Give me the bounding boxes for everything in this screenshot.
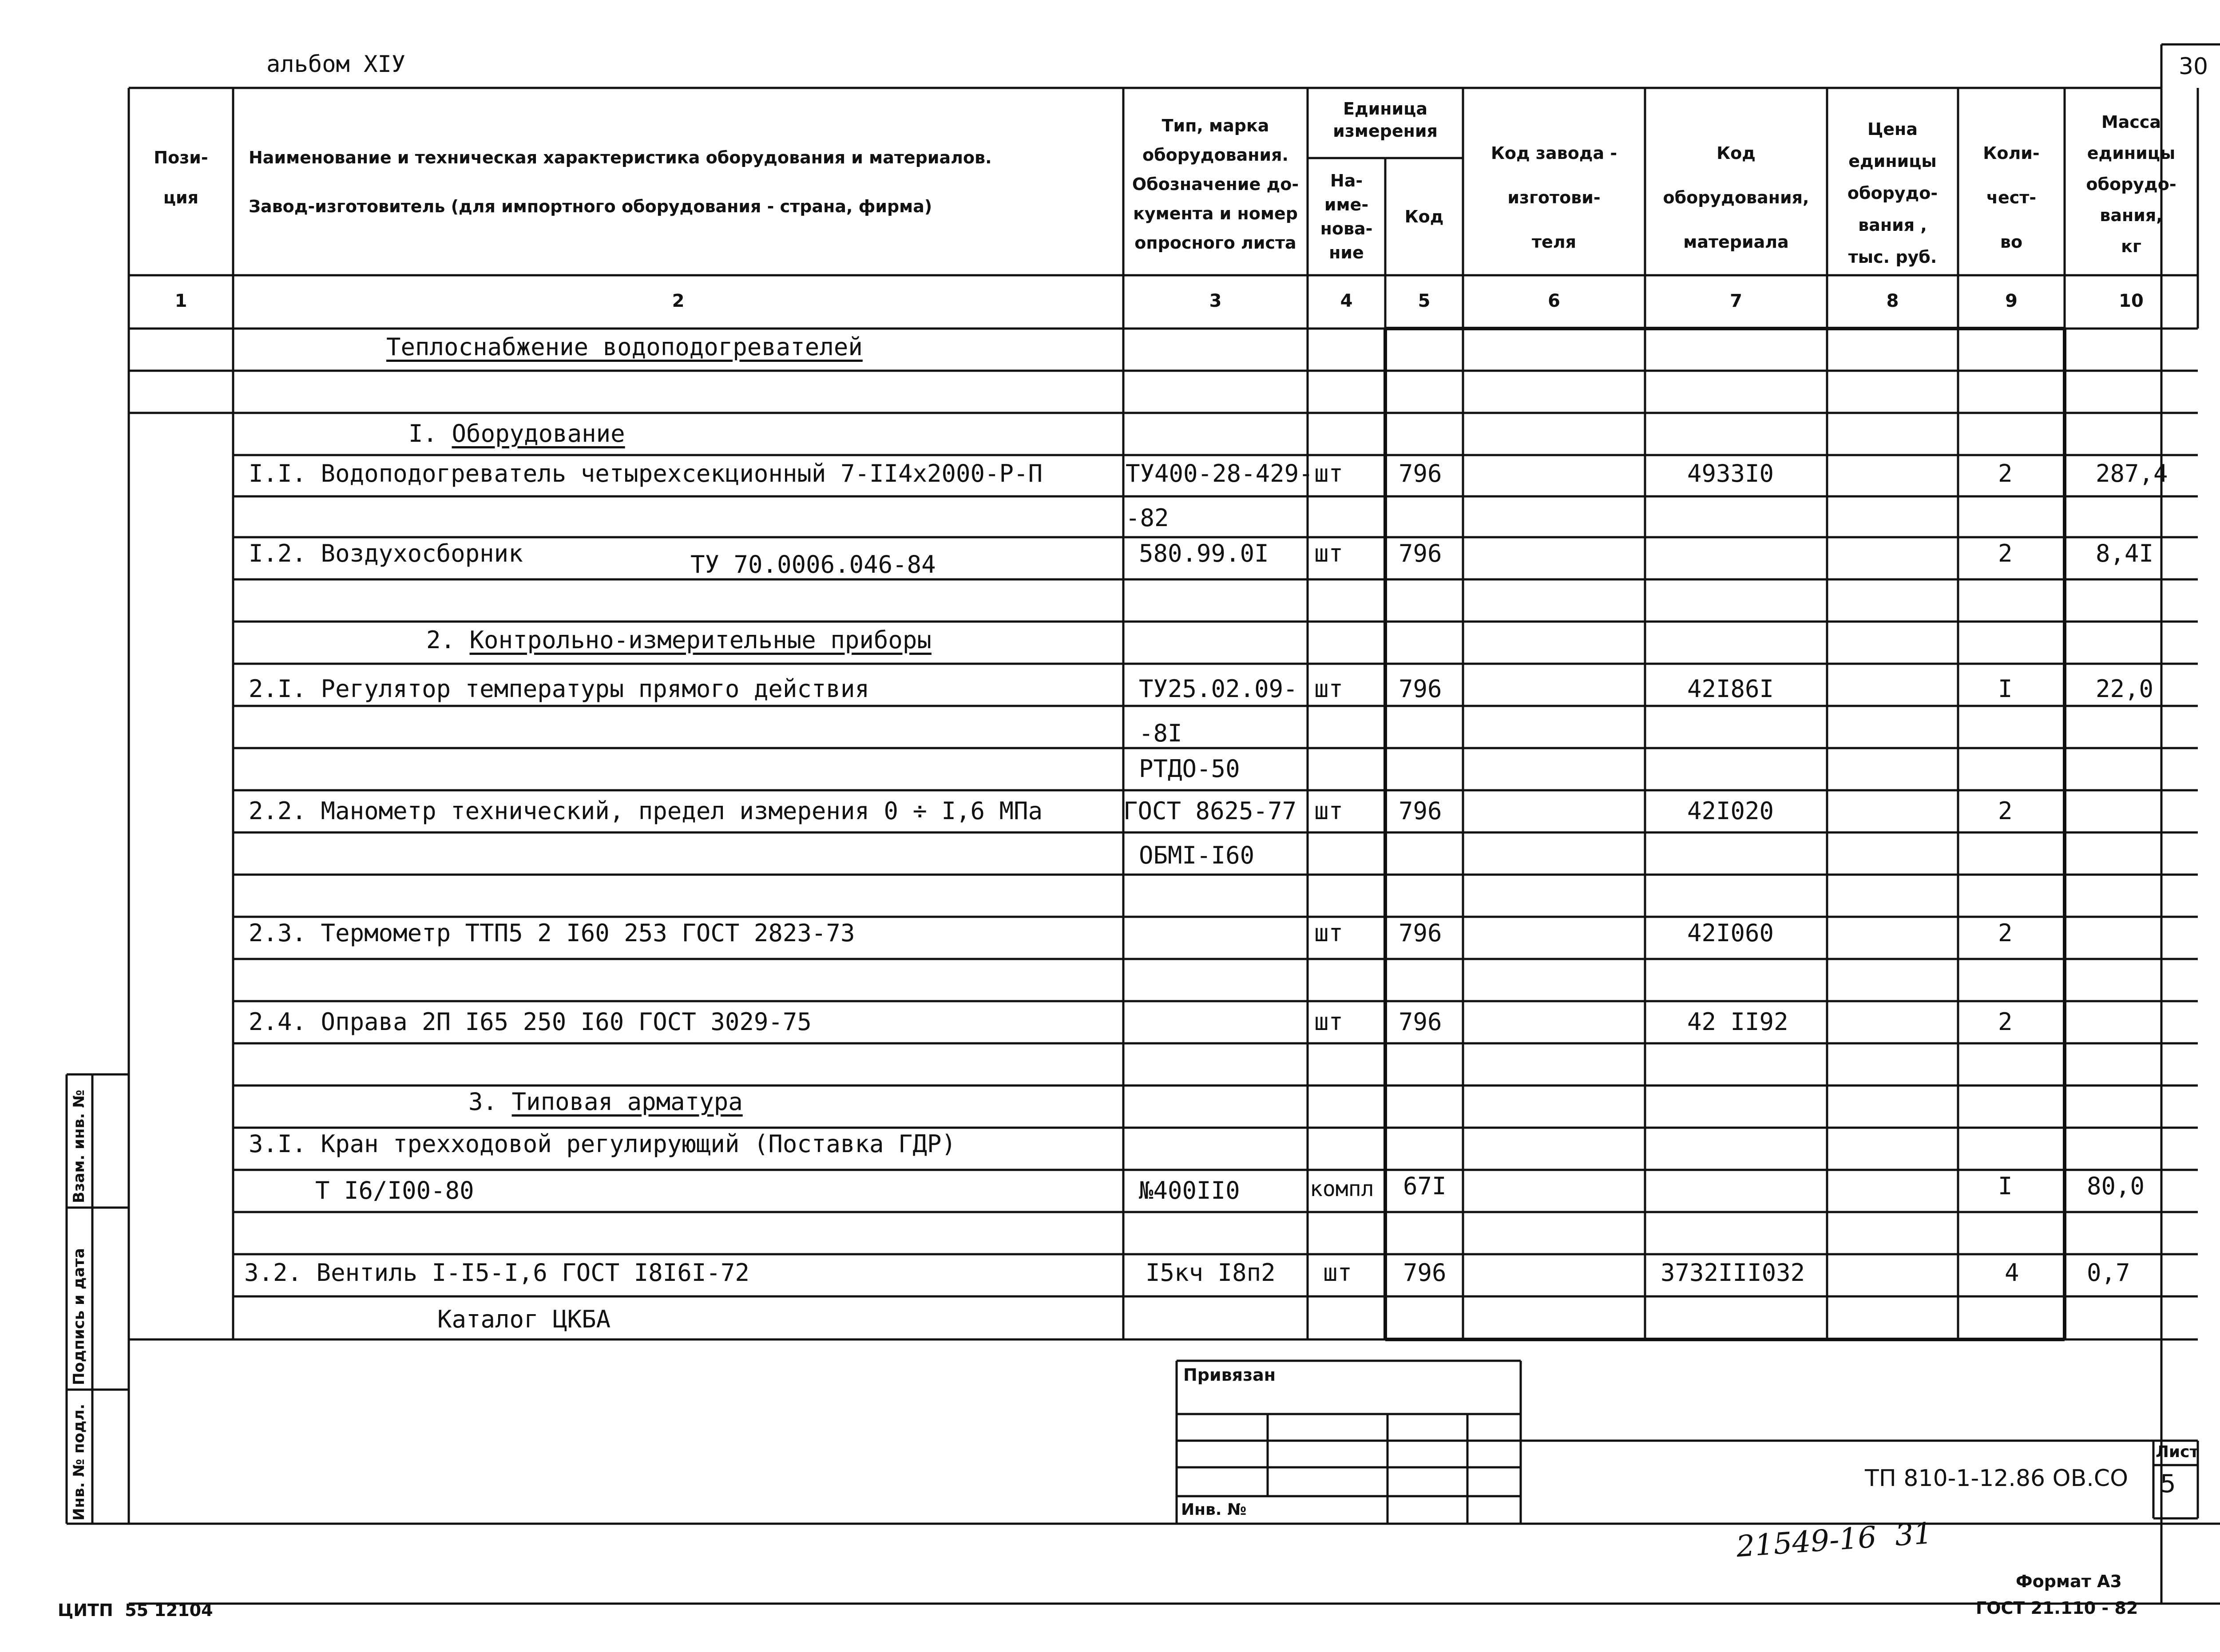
row-type: ГОСТ 8625-77 [1123,797,1297,825]
col-num-6: 6 [1548,291,1560,311]
inv-no-label: Инв. № [1181,1501,1247,1519]
gost-label: ГОСТ 21.110 - 82 [1976,1598,2138,1618]
header-name: Наименование и техническая характеристика оборудования и материалов. Завод-изготовитель (для импортного оборудования - страна, фирма) [249,148,992,216]
row-code: 67I [1403,1172,1447,1200]
side-vzam-label: Взам. инв. № [70,1089,88,1203]
row-type-cont: -82 [1126,504,1169,532]
row-equip-code: 42I060 [1687,919,1774,947]
handwritten-number: 21549-16 31 [1735,1516,1934,1564]
row-equip-code: 42I86I [1687,675,1774,703]
group-title-2: 2. Контрольно-измерительные приборы [426,626,932,654]
row-type: 580.99.0I [1139,539,1269,567]
row-qty: 2 [1998,460,2013,487]
page-number: 30 [2178,53,2208,80]
header-unit: Единица измерения [1333,99,1438,141]
header-position: Пози- ция [154,148,208,207]
col-num-5: 5 [1418,291,1431,311]
row-mass: 0,7 [2087,1259,2130,1287]
row-name: 2.4. Оправа 2П I65 250 I60 ГОСТ 3029-75 [249,1008,812,1036]
header-equip-code: Код оборудования, материала [1663,143,1809,252]
col-num-7: 7 [1730,291,1742,311]
row-unit: шт [1314,919,1344,947]
col-num-8: 8 [1886,291,1899,311]
row-type: I5кч I8п2 [1146,1259,1276,1287]
col-num-4: 4 [1340,291,1353,311]
row-equip-code: 4933I0 [1687,460,1774,487]
document-designation: ТП 810-1-12.86 ОВ.СО [1865,1465,2129,1492]
row-mass: 287,4 [2096,460,2168,487]
row-name: 2.2. Манометр технический, предел измерения 0 ÷ I,6 МПа [249,797,1043,825]
privyazan-label: Привязан [1183,1365,1276,1385]
row-qty: 2 [1998,1008,2013,1036]
row-unit: шт [1314,460,1344,487]
group-title-1: I. Оборудование [408,420,625,448]
side-podpis-label: Подпись и дата [70,1248,88,1385]
row-unit: шт [1314,797,1344,825]
header-type: Тип, марка оборудования. Обозначение до- кумента и номер опросного листа [1132,116,1299,253]
row-unit: компл [1310,1177,1374,1201]
row-name-cont: Т I6/I00-80 [315,1177,474,1204]
row-qty: 4 [2005,1259,2019,1287]
row-code: 796 [1399,1008,1442,1036]
row-code: 796 [1399,460,1442,487]
row-qty: 2 [1998,919,2013,947]
row-name-cont: Каталог ЦКБА [437,1305,611,1333]
row-name: I.2. Воздухосборник [249,539,523,567]
format-label: Формат А3 [2016,1572,2122,1591]
row-type: ТУ25.02.09- [1139,675,1298,703]
row-code: 796 [1399,539,1442,567]
header-qty: Коли- чест- во [1983,143,2040,252]
header-plant-code: Код завода - изготови- теля [1491,143,1617,252]
row-unit: шт [1323,1259,1352,1287]
section-title: Теплоснабжение водоподогревателей [386,333,863,361]
sheet-label: Лист [2156,1443,2199,1461]
side-inv-podl-label: Инв. № подл. [70,1403,88,1521]
row-name: I.I. Водоподогреватель четырехсекционный 7-II4х2000-Р-П [249,460,1043,487]
row-unit: шт [1314,539,1344,567]
row-type-cont: РТДО-50 [1139,755,1240,783]
row-equip-code: 42I020 [1687,797,1774,825]
row-code: 796 [1399,675,1442,703]
header-unit-code: Код [1404,207,1444,226]
row-type: ТУ400-28-429- [1126,460,1313,487]
row-name: 3.I. Кран трехходовой регулирующий (Поставка ГДР) [249,1130,956,1158]
row-mass: 22,0 [2096,675,2154,703]
row-equip-code: 42 II92 [1687,1008,1788,1036]
row-name: 2.I. Регулятор температуры прямого действия [249,675,869,703]
header-mass: Масса единицы оборудо- вания, кг [2086,112,2176,256]
col-num-9: 9 [2005,291,2018,311]
row-type-cont: -8I [1139,719,1182,747]
row-qty: I [1998,1172,2013,1200]
group-title-3: 3. Типовая арматура [468,1088,743,1116]
row-qty: I [1998,675,2013,703]
row-code: 796 [1399,797,1442,825]
col-num-10: 10 [2119,291,2144,311]
sheet-number: 5 [2160,1470,2176,1498]
row-name-tu: ТУ 70.0006.046-84 [690,551,936,578]
row-unit: шт [1314,1008,1344,1036]
row-code: 796 [1399,919,1442,947]
citp-label: ЦИТП 55 12104 [58,1600,213,1620]
row-mass: 8,4I [2096,539,2154,567]
row-type: №400II0 [1139,1177,1240,1204]
row-qty: 2 [1998,539,2013,567]
row-type-cont: ОБМI-I60 [1139,841,1255,869]
row-name: 3.2. Вентиль I-I5-I,6 ГОСТ I8I6I-72 [244,1259,749,1287]
header-price: Цена единицы оборудо- вания , тыс. руб. [1847,119,1938,267]
row-mass: 80,0 [2087,1172,2145,1200]
row-unit: шт [1314,675,1344,703]
row-code: 796 [1403,1259,1447,1287]
col-num-1: 1 [174,291,187,311]
header-unit-name: На- име- нова- ние [1320,171,1373,262]
album-label: альбом XIУ [266,51,406,78]
col-num-3: 3 [1209,291,1222,311]
col-num-2: 2 [672,291,685,311]
row-name: 2.3. Термометр ТТП5 2 I60 253 ГОСТ 2823-73 [249,919,855,947]
row-equip-code: 3732III032 [1661,1259,1805,1287]
row-qty: 2 [1998,797,2013,825]
